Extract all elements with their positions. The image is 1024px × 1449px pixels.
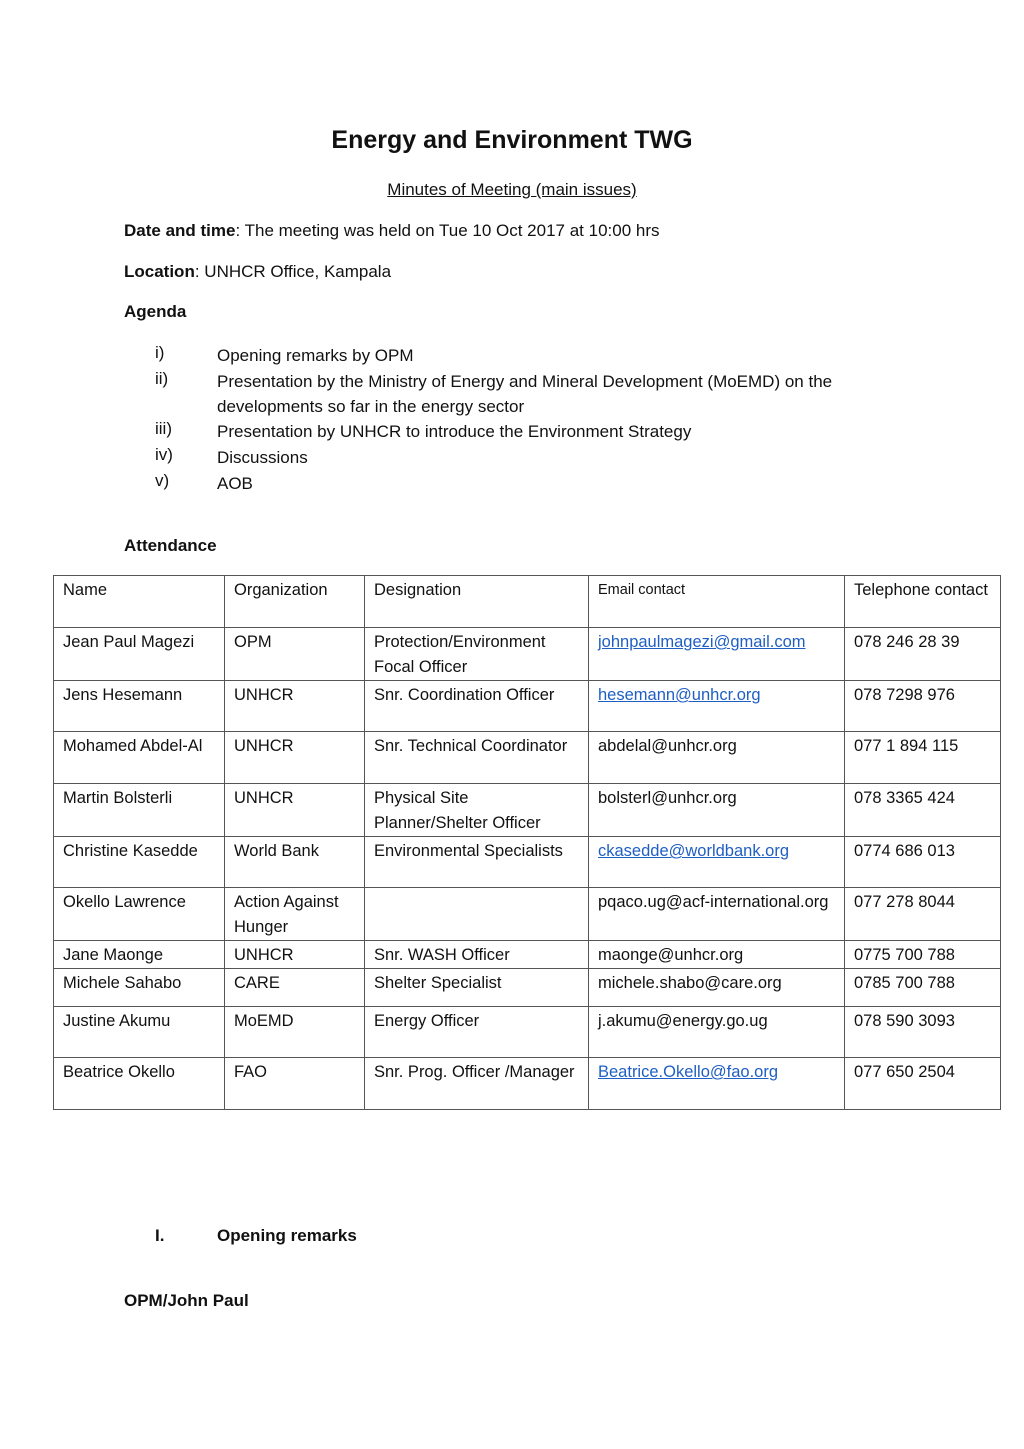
cell-organization: UNHCR [225, 784, 365, 837]
cell-email [589, 837, 845, 888]
cell-organization: Action Against Hunger [225, 888, 365, 941]
cell-designation: Physical Site Planner/Shelter Officer [365, 784, 589, 837]
document-subtitle: Minutes of Meeting (main issues) [387, 180, 637, 199]
document-title: Energy and Environment TWG [331, 126, 693, 154]
cell-telephone: 077 1 894 115 [845, 732, 1001, 784]
cell-designation: Shelter Specialist [365, 969, 589, 1007]
section-title: Opening remarks [217, 1226, 357, 1245]
cell-telephone: 077 278 8044 [845, 888, 1001, 941]
cell-name: Justine Akumu [54, 1007, 225, 1058]
cell-name: Beatrice Okello [54, 1058, 225, 1110]
agenda-item-number: i) [155, 343, 165, 362]
table-row [54, 888, 1001, 941]
cell-organization: UNHCR [225, 681, 365, 732]
agenda-item-text: Opening remarks by OPM [217, 346, 414, 365]
cell-telephone: 0774 686 013 [845, 837, 1001, 888]
table-row [54, 941, 1001, 969]
cell-email [589, 1058, 845, 1110]
cell-email: michele.shabo@care.org [589, 969, 845, 1007]
cell-name: Christine Kasedde [54, 837, 225, 888]
header-designation: Designation [365, 576, 589, 628]
cell-telephone: 078 590 3093 [845, 1007, 1001, 1058]
cell-telephone: 0785 700 788 [845, 969, 1001, 1007]
cell-organization: MoEMD [225, 1007, 365, 1058]
cell-name: Jean Paul Magezi [54, 628, 225, 681]
cell-telephone: 078 246 28 39 [845, 628, 1001, 681]
cell-designation: Snr. Coordination Officer [365, 681, 589, 732]
header-email: Email contact [589, 576, 845, 628]
agenda-item-text: Discussions [217, 448, 308, 467]
email-link[interactable]: johnpaulmagezi@gmail.com [598, 633, 806, 651]
cell-name: Mohamed Abdel-Al [54, 732, 225, 784]
attendance-heading: Attendance [124, 536, 217, 555]
cell-organization: CARE [225, 969, 365, 1007]
table-row [54, 784, 1001, 837]
agenda-item-text: Presentation by the Ministry of Energy and Mineral Development (MoEMD) on the developments so far in the energy sector [217, 372, 833, 416]
cell-telephone: 077 650 2504 [845, 1058, 1001, 1110]
email-link[interactable]: ckasedde@worldbank.org [598, 842, 790, 860]
table-header-row [54, 576, 1001, 628]
cell-telephone: 078 3365 424 [845, 784, 1001, 837]
header-telephone: Telephone contact [845, 576, 1001, 628]
date-line [124, 221, 660, 241]
cell-designation [365, 888, 589, 941]
agenda-item-number: iii) [155, 419, 172, 438]
location-label: Location [124, 262, 195, 281]
cell-email: pqaco.ug@acf-international.org [589, 888, 845, 941]
cell-name: Jane Maonge [54, 941, 225, 969]
cell-email: j.akumu@energy.go.ug [589, 1007, 845, 1058]
cell-designation: Environmental Specialists [365, 837, 589, 888]
cell-organization: OPM [225, 628, 365, 681]
cell-email [589, 628, 845, 681]
cell-name: Martin Bolsterli [54, 784, 225, 837]
cell-designation: Snr. Technical Coordinator [365, 732, 589, 784]
cell-email: maonge@unhcr.org [589, 941, 845, 969]
cell-name: Jens Hesemann [54, 681, 225, 732]
location-value: : UNHCR Office, Kampala [194, 262, 392, 281]
cell-email [589, 681, 845, 732]
cell-telephone: 0775 700 788 [845, 941, 1001, 969]
cell-designation: Snr. WASH Officer [365, 941, 589, 969]
cell-email: abdelal@unhcr.org [589, 732, 845, 784]
attendance-table [53, 575, 1001, 1110]
table-row [54, 1007, 1001, 1058]
cell-email: bolsterl@unhcr.org [589, 784, 845, 837]
email-link[interactable]: Beatrice.Okello@fao.org [598, 1063, 779, 1081]
speaker-heading: OPM/John Paul [124, 1291, 249, 1310]
agenda-item-text: AOB [217, 474, 253, 493]
cell-name: Okello Lawrence [54, 888, 225, 941]
agenda-heading: Agenda [124, 302, 187, 321]
cell-designation: Snr. Prog. Officer /Manager [365, 1058, 589, 1110]
agenda-item-number: ii) [155, 369, 169, 388]
cell-organization: UNHCR [225, 941, 365, 969]
location-line [124, 262, 391, 282]
table-row [54, 628, 1001, 681]
table-row [54, 837, 1001, 888]
header-organization: Organization [225, 576, 365, 628]
cell-organization: World Bank [225, 837, 365, 888]
table-row [54, 681, 1001, 732]
agenda-item-text: Presentation by UNHCR to introduce the Environment Strategy [217, 422, 692, 441]
agenda-item-number: iv) [155, 445, 173, 464]
cell-name: Michele Sahabo [54, 969, 225, 1007]
table-row [54, 969, 1001, 1007]
section-number: I. [155, 1226, 165, 1245]
cell-telephone: 078 7298 976 [845, 681, 1001, 732]
table-row [54, 1058, 1001, 1110]
agenda-item-number: v) [155, 471, 170, 490]
header-name: Name [54, 576, 225, 628]
email-link[interactable]: hesemann@unhcr.org [598, 686, 761, 704]
cell-designation: Protection/Environment Focal Officer [365, 628, 589, 681]
table-row [54, 732, 1001, 784]
cell-organization: UNHCR [225, 732, 365, 784]
date-label: Date and time [124, 221, 236, 240]
cell-organization: FAO [225, 1058, 365, 1110]
date-value: : The meeting was held on Tue 10 Oct 2017 at 10:00 hrs [235, 221, 660, 240]
cell-designation: Energy Officer [365, 1007, 589, 1058]
